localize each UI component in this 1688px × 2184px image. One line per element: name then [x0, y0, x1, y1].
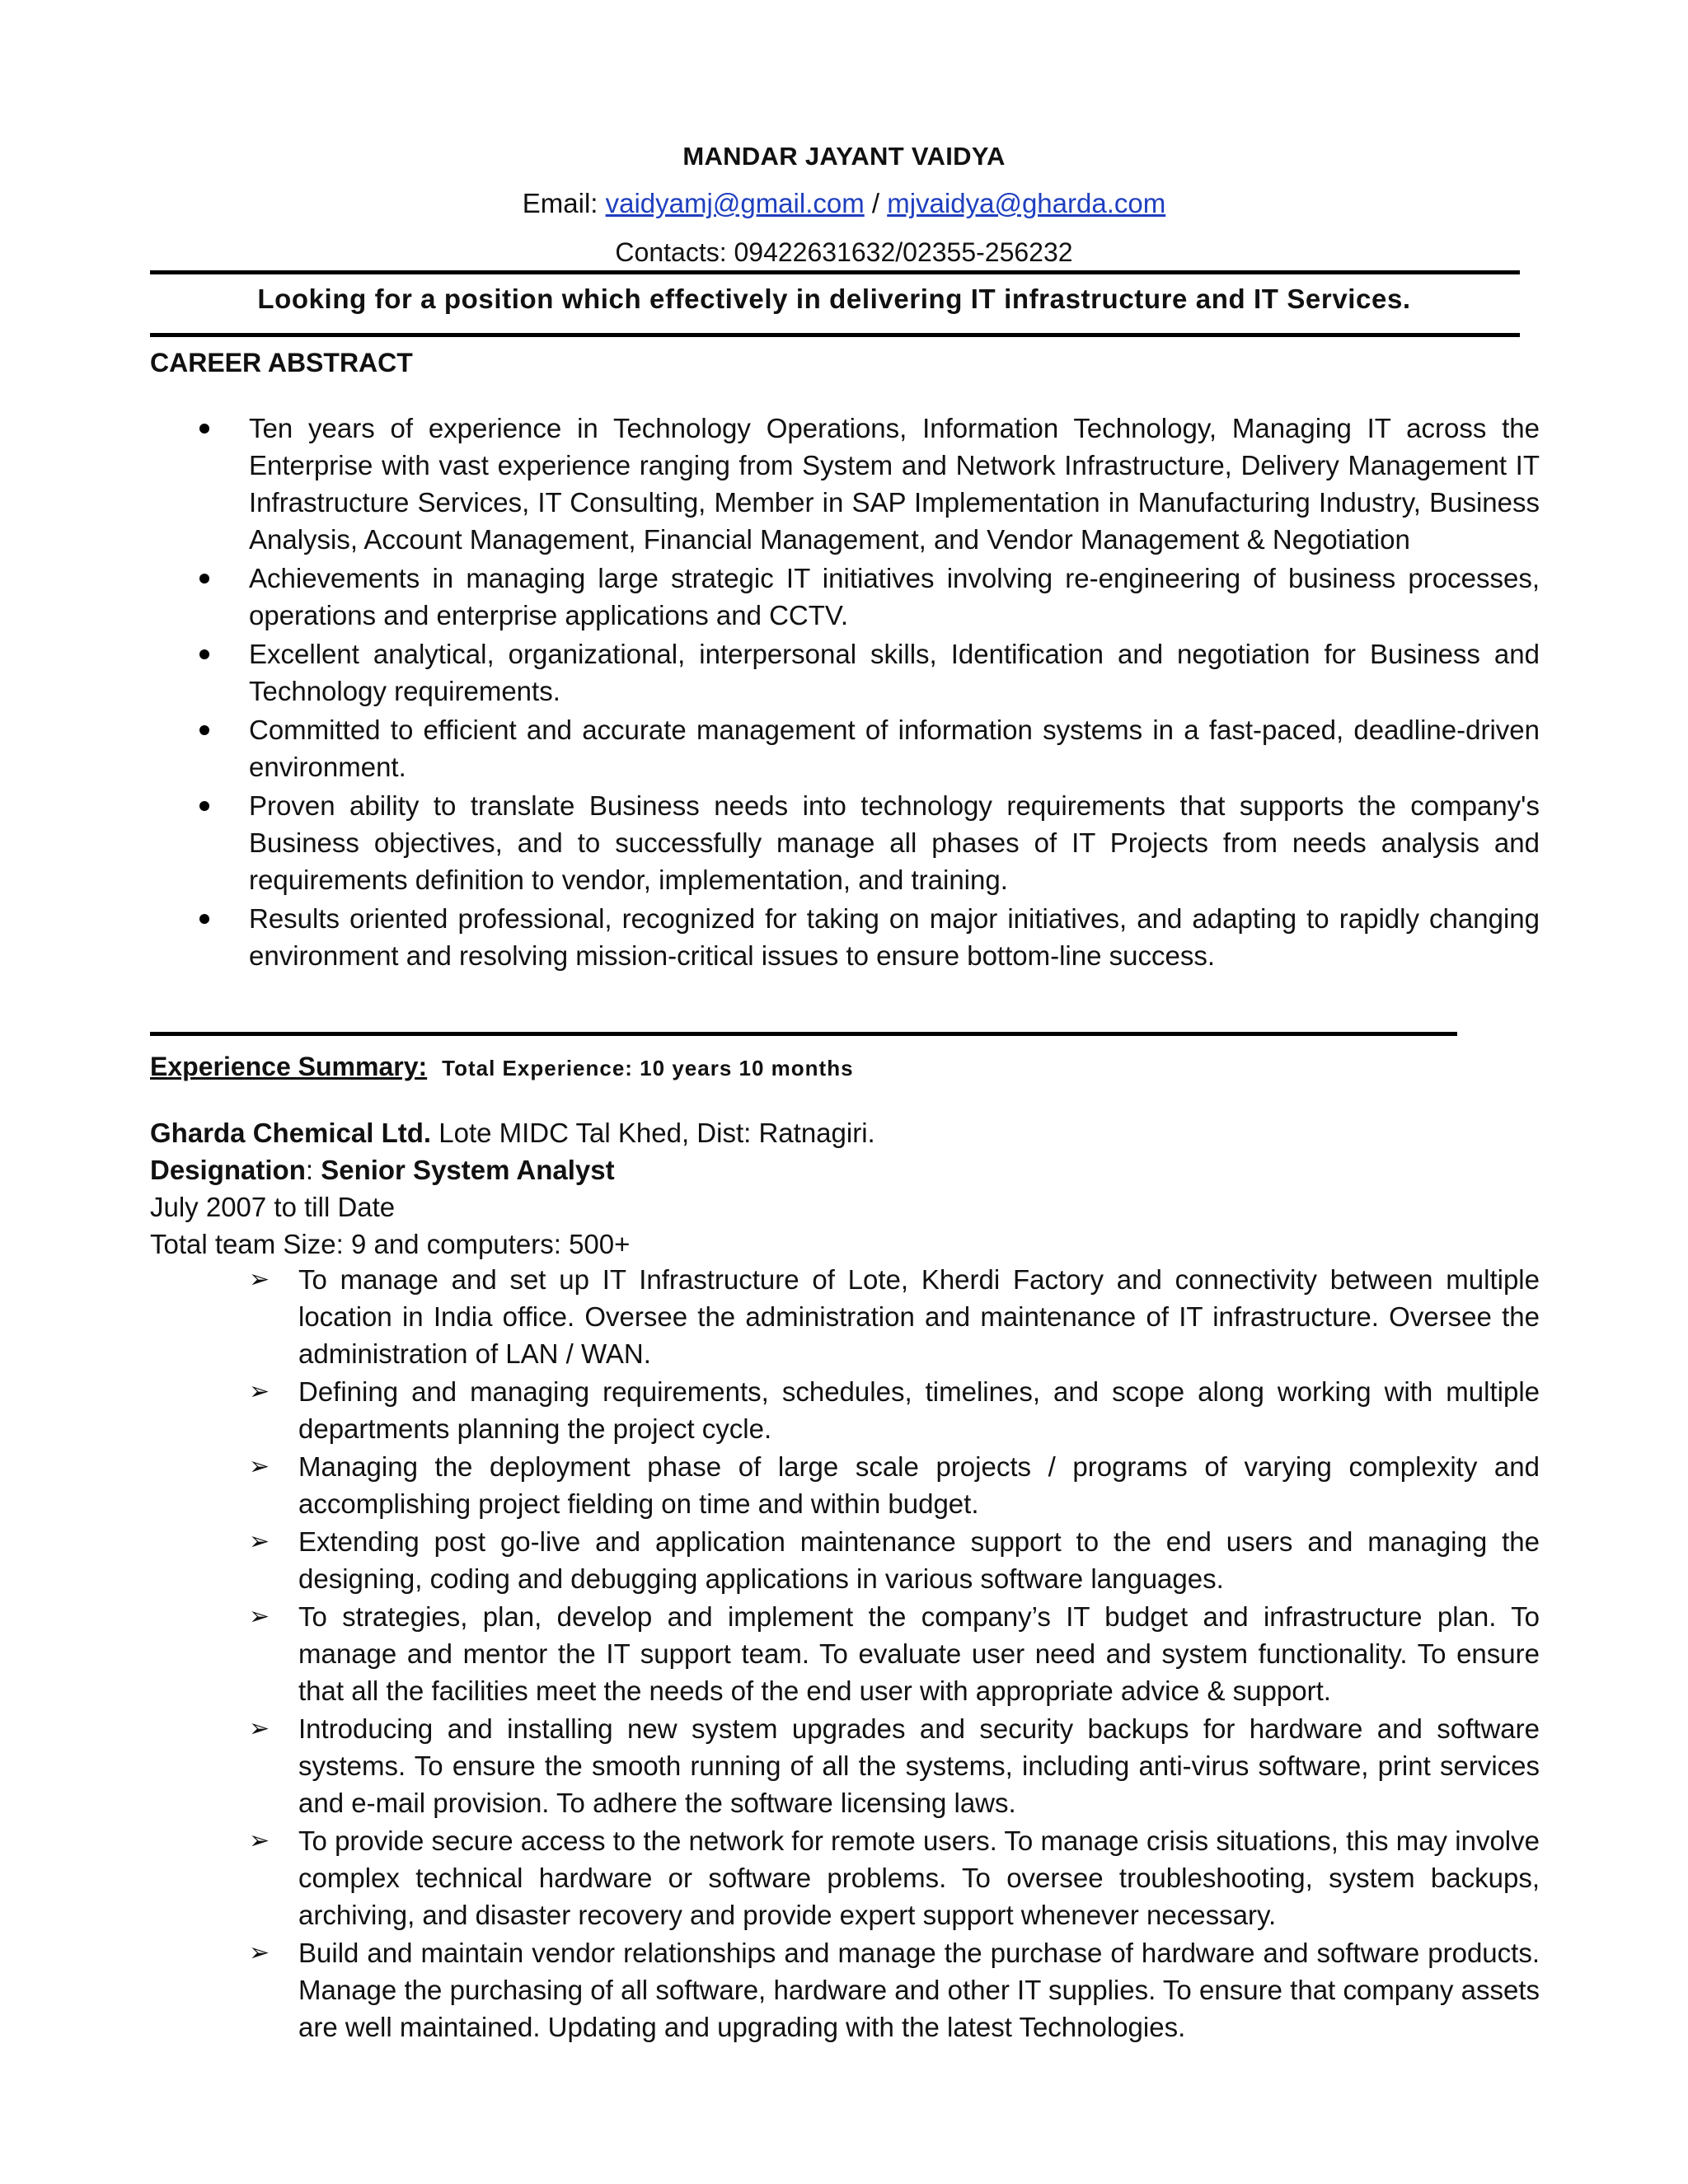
bullet-icon — [199, 725, 209, 735]
primary-email-link[interactable]: vaidyamj@gmail.com — [605, 188, 865, 218]
list-item — [150, 635, 1540, 710]
list-item-text: Achievements in managing large strategic IT initiatives involving re-engineering of business processes, operations and enterprise applications and CCTV. — [249, 563, 1540, 630]
bullet-icon — [199, 914, 209, 924]
divider-objective — [150, 333, 1520, 337]
experience-summary-heading — [150, 1052, 854, 1082]
team-size: Total team Size: 9 and computers: 500+ — [150, 1229, 631, 1259]
bullet-icon — [199, 574, 209, 583]
list-item-text: Ten years of experience in Technology Operations, Information Technology, Managing IT across the Enterprise with vast experience ranging from System and Network Infrastructure, Delivery Management IT Infrastructure Services, IT Consulting, Member in SAP Implementation in Manufacturing Industry, Business Analysis, Account Management, Financial Management, and Vendor Management & Negotiation — [249, 413, 1540, 555]
list-item — [150, 787, 1540, 898]
email-line — [0, 188, 1688, 219]
list-item — [150, 1448, 1540, 1522]
job-details — [150, 1114, 875, 1263]
contact-numbers: Contacts: 09422631632/02355-256232 — [615, 237, 1073, 267]
list-item-text: Defining and managing requirements, schedules, timelines, and scope along working with multiple departments planning the project cycle. — [298, 1376, 1540, 1444]
job-duties-list — [150, 1261, 1540, 2046]
divider-top — [150, 270, 1520, 274]
list-item-text: To provide secure access to the network for remote users. To manage crisis situations, this may involve complex technical hardware or software problems. To oversee troubleshooting, system backups, archiving, and disaster recovery and provide expert support whenever necessary. — [298, 1825, 1540, 1930]
list-item — [150, 560, 1540, 634]
arrow-bullet-icon: ➢ — [249, 1378, 270, 1405]
bullet-icon — [199, 801, 209, 811]
email-separator: / — [864, 188, 888, 218]
list-item-text: Excellent analytical, organizational, interpersonal skills, Identification and negotiation for Business and Technology requirements. — [249, 639, 1540, 706]
list-item-text: Build and maintain vendor relationships and manage the purchase of hardware and software products. Manage the purchasing of all software, hardware and other IT supplies. To ensure that company assets are well maintained. Updating and upgrading with the latest Technologies. — [298, 1938, 1540, 2042]
arrow-bullet-icon: ➢ — [249, 1715, 270, 1742]
designation-label: Designation — [150, 1155, 306, 1185]
list-item — [150, 1373, 1540, 1447]
list-item-text: To manage and set up IT Infrastructure of Lote, Kherdi Factory and connectivity between multiple location in India office. Oversee the administration and maintenance of IT infrastructure. Oversee the administration of LAN / WAN. — [298, 1264, 1540, 1369]
arrow-bullet-icon: ➢ — [249, 1827, 270, 1854]
experience-summary-title: Experience Summary: — [150, 1052, 428, 1081]
secondary-email-link[interactable]: mjvaidya@gharda.com — [887, 188, 1166, 218]
career-abstract-list — [150, 410, 1540, 976]
company-name: Gharda Chemical Ltd. — [150, 1118, 432, 1148]
list-item-text: Proven ability to translate Business needs into technology requirements that supports the company's Business objectives, and to successfully manage all phases of IT Projects from needs analysis and requirements definition to vendor, implementation, and training. — [249, 790, 1540, 895]
career-abstract-title: CAREER ABSTRACT — [150, 348, 413, 377]
arrow-bullet-icon: ➢ — [249, 1266, 270, 1293]
bullet-icon — [199, 649, 209, 659]
list-item — [150, 900, 1540, 974]
list-item — [150, 711, 1540, 785]
candidate-name: MANDAR JAYANT VAIDYA — [682, 142, 1006, 171]
company-location: Lote MIDC Tal Khed, Dist: Ratnagiri. — [431, 1118, 875, 1148]
arrow-bullet-icon: ➢ — [249, 1528, 270, 1555]
arrow-bullet-icon: ➢ — [249, 1453, 270, 1480]
designation-value: Senior System Analyst — [321, 1155, 615, 1185]
arrow-bullet-icon: ➢ — [249, 1939, 270, 1966]
list-item — [150, 410, 1540, 558]
list-item — [150, 1261, 1540, 1372]
bullet-icon — [199, 424, 209, 434]
employment-period: July 2007 to till Date — [150, 1192, 396, 1222]
list-item-text: Extending post go-live and application maintenance support to the end users and managing the designing, coding and debugging applications in various software languages. — [298, 1526, 1540, 1594]
list-item — [150, 1934, 1540, 2046]
list-item — [150, 1598, 1540, 1709]
list-item-text: Managing the deployment phase of large scale projects / programs of varying complexity and accomplishing project fielding on time and within budget. — [298, 1451, 1540, 1519]
career-objective: Looking for a position which effectively in delivering IT infrastructure and IT Services. — [257, 284, 1411, 314]
list-item — [150, 1523, 1540, 1597]
designation-line — [150, 1151, 875, 1188]
divider-experience — [150, 1032, 1457, 1036]
list-item — [150, 1822, 1540, 1933]
list-item — [150, 1710, 1540, 1821]
list-item-text: To strategies, plan, develop and implement the company’s IT budget and infrastructure plan. To manage and mentor the IT support team. To evaluate user need and system functionality. To ensure that all the facilities meet the needs of the end user with appropriate advice & support. — [298, 1601, 1540, 1706]
designation-separator: : — [305, 1155, 321, 1185]
list-item-text: Committed to efficient and accurate management of information systems in a fast-paced, deadline-driven environment. — [249, 715, 1540, 782]
company-line — [150, 1114, 875, 1151]
total-experience: Total Experience: 10 years 10 months — [442, 1056, 854, 1080]
arrow-bullet-icon: ➢ — [249, 1603, 270, 1630]
email-label: Email: — [522, 188, 606, 218]
list-item-text: Results oriented professional, recognized for taking on major initiatives, and adapting to rapidly changing environment and resolving mission-critical issues to ensure bottom-line success. — [249, 903, 1540, 971]
list-item-text: Introducing and installing new system upgrades and security backups for hardware and software systems. To ensure the smooth running of all the systems, including anti-virus software, print services and e-mail provision. To adhere the software licensing laws. — [298, 1713, 1540, 1818]
